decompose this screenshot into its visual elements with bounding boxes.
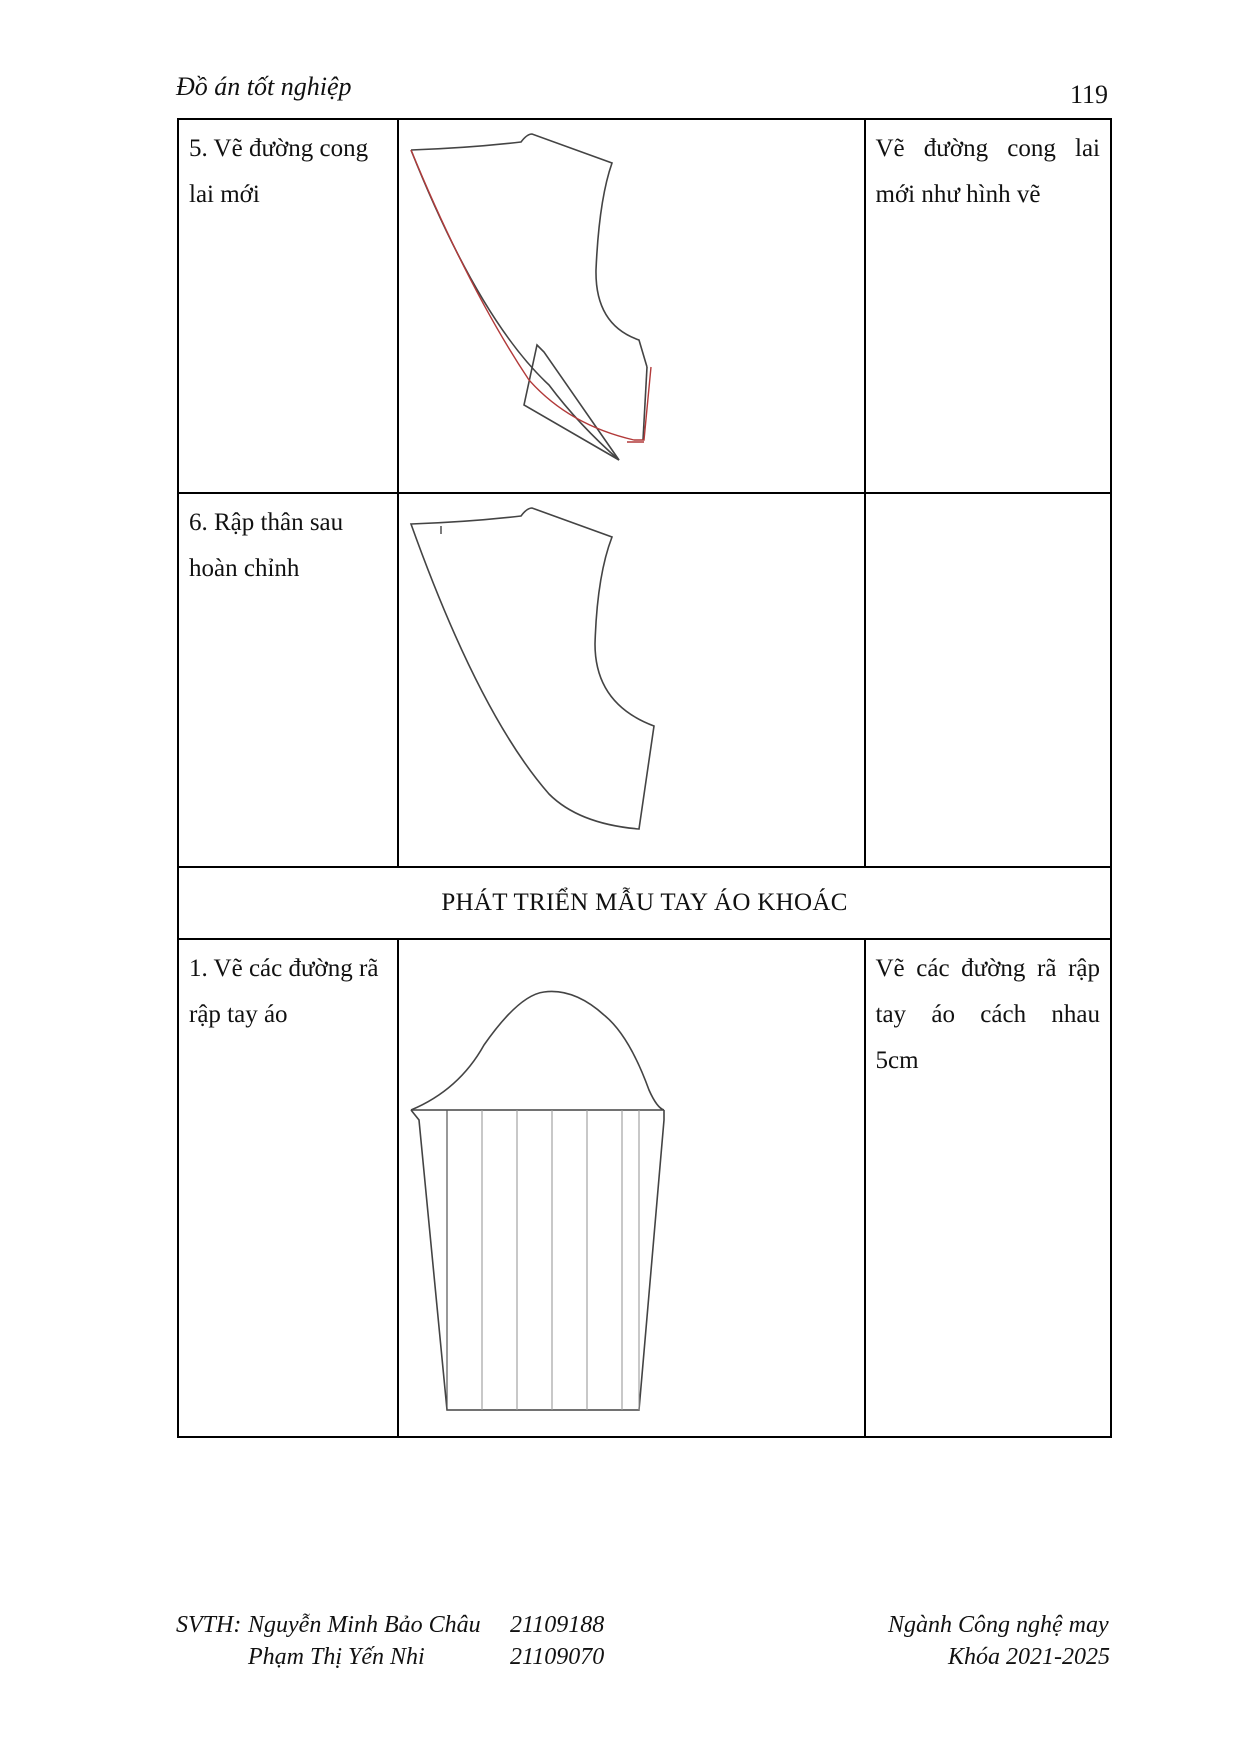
section-row [178,867,1111,939]
footer-svth-label: SVTH: [176,1612,242,1638]
new-hem-curve [411,150,651,440]
step-note-empty [865,493,1112,867]
table-row [178,939,1111,1437]
footer-student1-id: 21109188 [510,1612,605,1638]
old-hem-curve [411,150,619,460]
step-note [865,119,1112,493]
footer-student2-id: 21109070 [510,1644,605,1670]
sleeve-cap [411,991,664,1110]
sleeve-slash-lines-figure [399,940,871,1436]
sleeve-body [411,1110,664,1410]
step-name: 6. Rập thân sau hoàn chỉnh [178,493,398,867]
page-number: 119 [1070,80,1109,109]
figure-cell [398,939,865,1437]
step-name: 5. Vẽ đường cong lai mới [178,119,398,493]
step-name: 1. Vẽ các đường rã rập tay áo [178,939,398,1437]
footer-student1-name: Nguyễn Minh Bảo Châu [248,1612,481,1638]
bodice-outline [411,134,647,367]
note-line: Vẽ đường cong lai [875,135,1100,162]
note-line: Vẽ các đường rã rập [875,955,1100,982]
document-title: Đồ án tốt nghiệp [176,72,352,101]
note-line: 5cm [875,1047,919,1074]
bodice-final-outline [411,508,654,829]
back-bodice-final-figure [399,494,871,866]
note-line: mới như hình vẽ [875,181,1041,208]
footer-student2-name: Phạm Thị Yến Nhi [248,1644,425,1670]
extension-triangle [524,345,619,460]
step-note [865,939,1112,1437]
table-row [178,493,1111,867]
figure-cell [398,119,865,493]
figure-cell [398,493,865,867]
section-title: PHÁT TRIỂN MẪU TAY ÁO KHOÁC [178,867,1111,939]
footer-major: Ngành Công nghệ may [888,1612,1109,1638]
note-line: tay áo cách nhau [875,1001,1100,1028]
new-hem-curve-figure [399,120,871,492]
steps-table [177,118,1112,1438]
table-row [178,119,1111,493]
footer-cohort: Khóa 2021-2025 [948,1644,1110,1670]
